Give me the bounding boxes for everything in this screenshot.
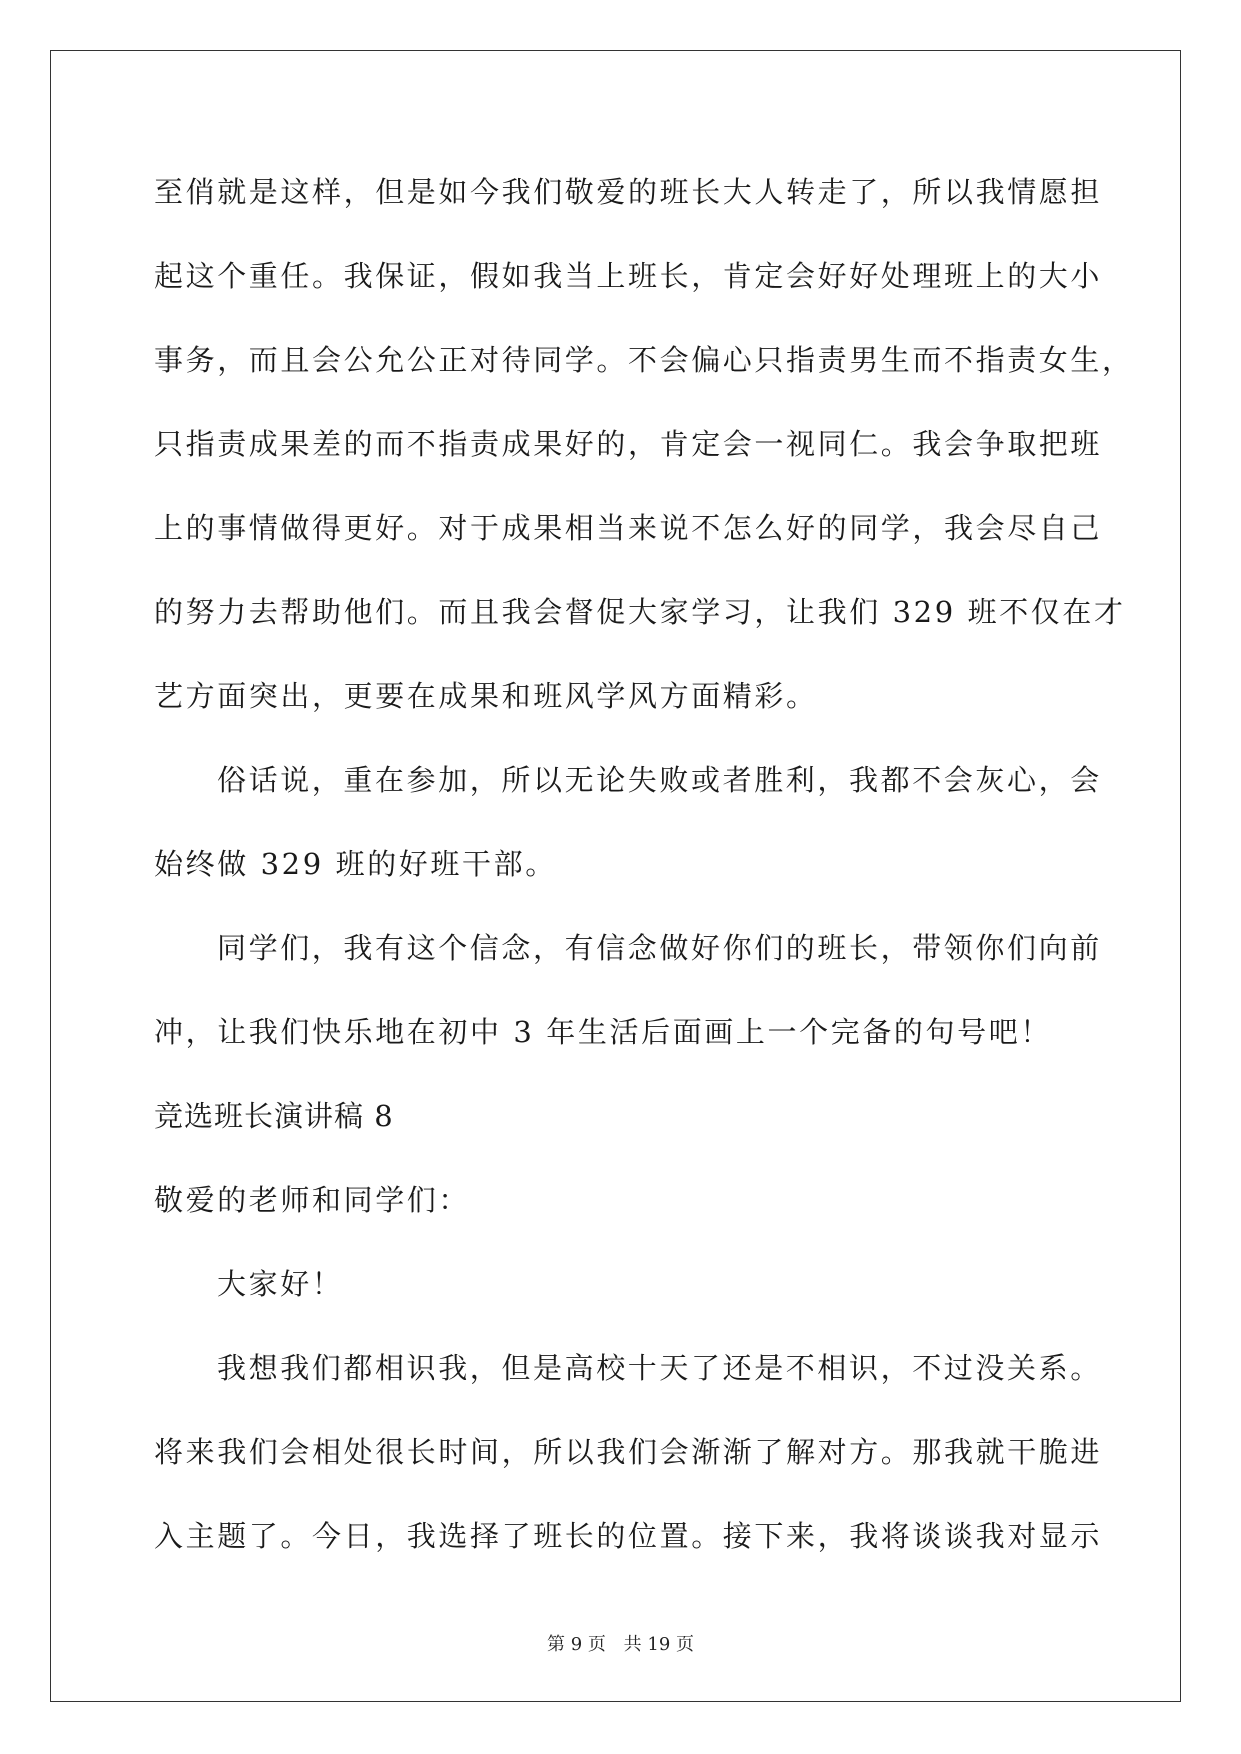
- paragraph-line: 艺方面突出，更要在成果和班风学风方面精彩。: [154, 679, 818, 713]
- page-total: 共 19 页: [623, 1634, 694, 1655]
- paragraph-line: 至俏就是这样，但是如今我们敬爱的班长大人转走了，所以我情愿担: [154, 175, 1103, 209]
- paragraph-line: 的努力去帮助他们。而且我会督促大家学习，让我们 329 班不仅在才: [154, 595, 1126, 629]
- section-heading: 竞选班长演讲稿 8: [154, 1099, 394, 1133]
- paragraph-line: 入主题了。今日，我选择了班长的位置。接下来，我将谈谈我对显示: [154, 1519, 1103, 1553]
- paragraph-line: 我想我们都相识我，但是高校十天了还是不相识，不过没关系。: [217, 1351, 1102, 1385]
- paragraph-line: 同学们，我有这个信念，有信念做好你们的班长，带领你们向前: [217, 931, 1102, 965]
- paragraph-line: 始终做 329 班的好班干部。: [154, 847, 557, 881]
- page-number: 第 9 页: [547, 1634, 606, 1655]
- greeting-line: 大家好！: [217, 1267, 344, 1301]
- paragraph-line: 起这个重任。我保证，假如我当上班长，肯定会好好处理班上的大小: [154, 259, 1103, 293]
- paragraph-line: 冲，让我们快乐地在初中 3 年生活后面画上一个完备的句号吧！: [154, 1015, 1052, 1049]
- paragraph-line: 俗话说，重在参加，所以无论失败或者胜利，我都不会灰心，会: [217, 763, 1102, 797]
- salutation-line: 敬爱的老师和同学们：: [154, 1183, 471, 1217]
- page-footer: [0, 1630, 1241, 1656]
- paragraph-line: 上的事情做得更好。对于成果相当来说不怎么好的同学，我会尽自己: [154, 511, 1103, 545]
- document-body: [154, 160, 1134, 1588]
- paragraph-line: 将来我们会相处很长时间，所以我们会渐渐了解对方。那我就干脆进: [154, 1435, 1103, 1469]
- paragraph-line: 只指责成果差的而不指责成果好的，肯定会一视同仁。我会争取把班: [154, 427, 1103, 461]
- paragraph-line: 事务，而且会公允公正对待同学。不会偏心只指责男生而不指责女生，: [154, 343, 1134, 377]
